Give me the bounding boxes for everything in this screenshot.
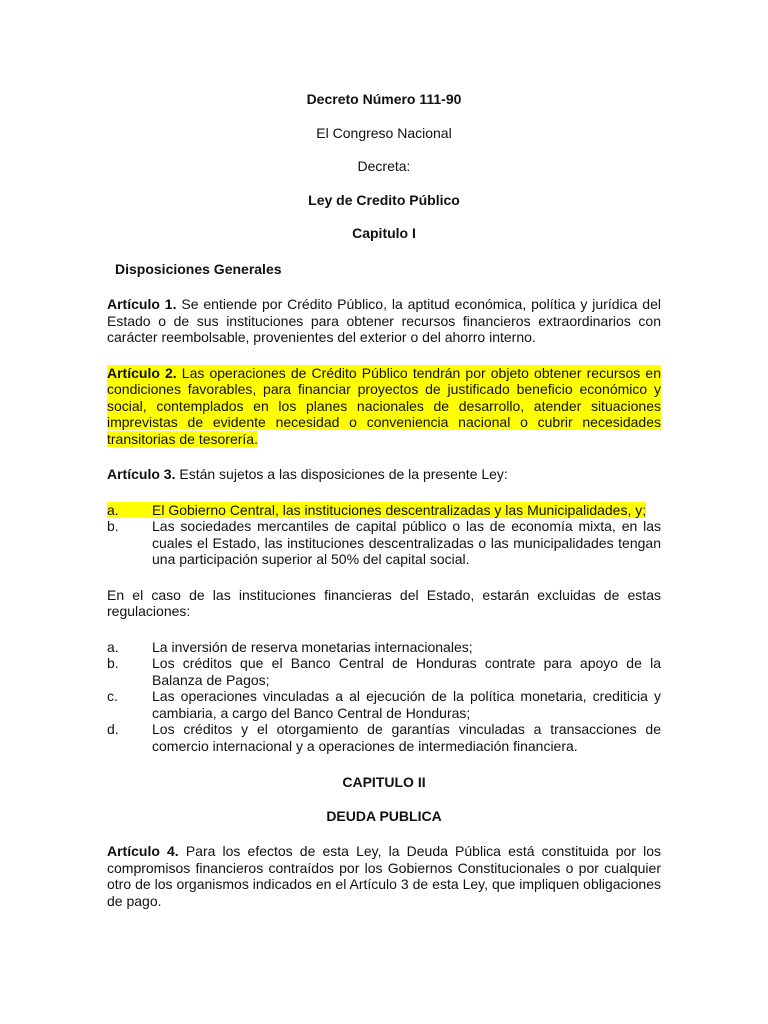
list-marker: d. <box>107 721 119 737</box>
list-item-text: Las sociedades mercantiles de capital público o las de economía mixta, en las cuales el Estado, las instituciones descentralizadas o las municipalidades tengan una participación superior al 50% del capital social. <box>152 518 661 567</box>
article-3-label: Artículo 3. <box>107 466 176 482</box>
decreta-line: Decreta: <box>357 158 411 174</box>
article-2-highlight <box>107 365 661 447</box>
article-3-text: Están sujetos a las disposiciones de la presente Ley: <box>175 466 508 482</box>
list-item <box>107 655 661 688</box>
list-item-text <box>152 502 661 519</box>
list-marker: b. <box>107 655 119 671</box>
list-item-highlight: El Gobierno Central, las instituciones descentralizadas y las Municipalidades, y; <box>152 501 647 518</box>
article-1-text: Se entiende por Crédito Público, la aptitud económica, política y jurídica del Estado o de sus instituciones para obtener recursos financieros extraordinarios con carácter reembolsable, provenientes del exterior o del ahorro interno. <box>107 296 661 345</box>
list-marker: b. <box>107 518 119 534</box>
article-4-text: Para los efectos de esta Ley, la Deuda Pública está constituida por los compromisos financieros contraídos por los Gobiernos Constitucionales o por cualquier otro de los organismos indicados en el Artículo 3 de esta Ley, que impliquen obligaciones de pago. <box>107 843 661 909</box>
list-item <box>107 721 661 754</box>
chapter-1-heading: Capitulo I <box>352 225 416 241</box>
article-1-label: Artículo 1. <box>107 296 177 312</box>
list-item <box>107 639 661 656</box>
article-4-label: Artículo 4. <box>107 843 179 859</box>
list-marker: a. <box>107 638 119 655</box>
list-item-text: Los créditos y el otorgamiento de garantías vinculadas a transacciones de comercio internacional y a operaciones de intermediación financiera. <box>152 721 661 754</box>
document-page <box>107 91 661 909</box>
list-item-text: La inversión de reserva monetarias internacionales; <box>152 638 473 655</box>
congress-line: El Congreso Nacional <box>316 124 452 141</box>
list-marker: a. <box>107 502 152 519</box>
exclusions-paragraph: En el caso de las instituciones financieras del Estado, estarán excluidas de estas regulaciones: <box>107 586 661 619</box>
article-2 <box>107 365 661 448</box>
public-debt-heading: DEUDA PUBLICA <box>326 807 442 824</box>
chapter-2-heading: CAPITULO II <box>342 774 426 790</box>
article-2-text: Las operaciones de Crédito Público tendrán por objeto obtener recursos en condiciones favorables, para financiar proyectos de justificado beneficio económico y social, contemplados en los planes nacionales de desarrollo, atender situaciones imprevistas de evidente necesidad o conveniencia nacional o cubrir necesidades transitorias de tesorería. <box>107 364 661 447</box>
list-marker: c. <box>107 688 118 704</box>
decree-title: Decreto Número 111-90 <box>306 91 462 107</box>
list-item <box>107 518 661 568</box>
list-item-text: Las operaciones vinculadas a al ejecución de la política monetaria, crediticia y cambiaria, a cargo del Banco Central de Honduras; <box>152 688 661 721</box>
general-provisions-heading: Disposiciones Generales <box>115 260 282 277</box>
list-item <box>107 688 661 721</box>
article-3 <box>107 466 661 483</box>
article-1 <box>107 296 661 346</box>
article-4 <box>107 843 661 909</box>
list-item-text: Los créditos que el Banco Central de Honduras contrate para apoyo de la Balanza de Pagos; <box>152 655 661 688</box>
article-3-list <box>107 502 661 568</box>
article-2-label: Artículo 2. <box>107 364 177 381</box>
list-item <box>107 502 661 519</box>
law-title: Ley de Credito Público <box>308 191 460 208</box>
exclusions-list <box>107 639 661 755</box>
